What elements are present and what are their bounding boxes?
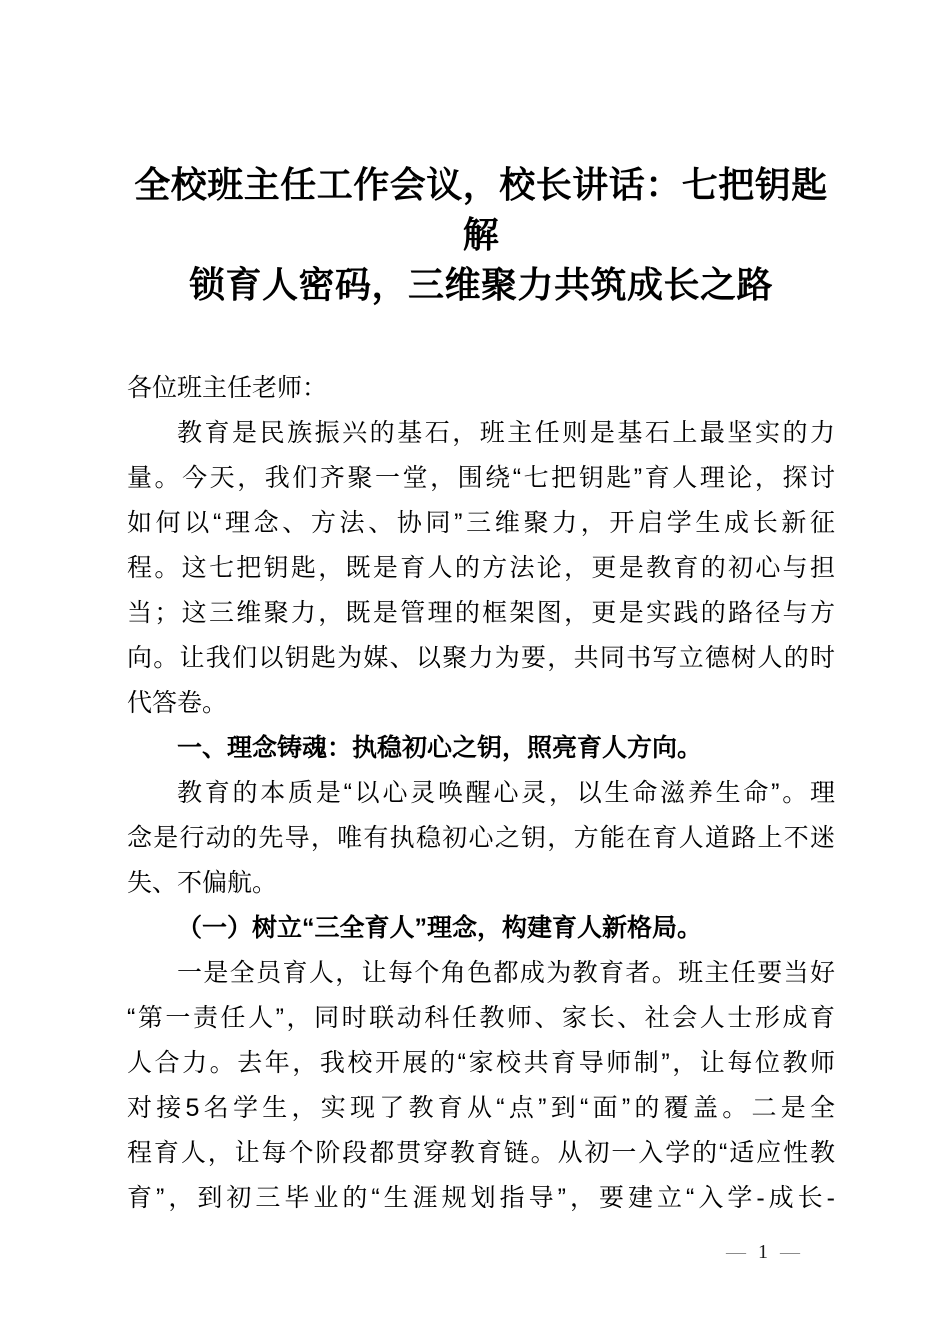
body-line: 失、不偏航。 (127, 869, 278, 897)
body-line: 程育人，让每个阶段都贯穿教育链。从初一入学的“适应性教 (127, 1139, 835, 1167)
document-title-line-1: 全校班主任工作会议，校长讲话：七把钥匙解 (134, 164, 828, 255)
document-title (127, 160, 835, 310)
body-line: 念是行动的先导，唯有执稳初心之钥，方能在育人道路上不迷 (127, 824, 835, 852)
body-line: 对接5名学生，实现了教育从“点”到“面”的覆盖。二是全 (127, 1094, 835, 1122)
body-line: 程。这七把钥匙，既是育人的方法论，更是教育的初心与担 (127, 554, 835, 582)
body-line: “第一责任人”，同时联动科任教师、家长、社会人士形成育 (127, 1004, 835, 1032)
body-line: 当；这三维聚力，既是管理的框架图，更是实践的路径与方 (127, 599, 835, 627)
body-line: 量。今天，我们齐聚一堂，围绕“七把钥匙”育人理论，探讨 (127, 464, 835, 492)
section-heading: 一、理念铸魂：执稳初心之钥，照亮育人方向。 (177, 734, 703, 762)
subsection-heading: （一）树立“三全育人”理念，构建育人新格局。 (177, 914, 703, 942)
document-body (127, 366, 835, 1221)
page-footer (726, 1241, 800, 1263)
body-line: 代答卷。 (127, 689, 228, 717)
body-line: 向。让我们以钥匙为媒、以聚力为要，共同书写立德树人的时 (127, 644, 835, 672)
body-line: 育”，到初三毕业的“生涯规划指导”，要建立“入学-成长- (127, 1184, 835, 1212)
page-number: 1 (758, 1241, 768, 1263)
greeting-line: 各位班主任老师： (127, 374, 328, 402)
body-line: 教育的本质是“以心灵唤醒心灵，以生命滋养生命”。理 (177, 779, 835, 807)
body-line: 如何以“理念、方法、协同”三维聚力，开启学生成长新征 (127, 509, 835, 537)
footer-dash-left: — (726, 1241, 746, 1263)
body-line: 人合力。去年，我校开展的“家校共育导师制”，让每位教师 (127, 1049, 835, 1077)
body-line: 教育是民族振兴的基石，班主任则是基石上最坚实的力 (177, 419, 835, 447)
document-title-line-2: 锁育人密码，三维聚力共筑成长之路 (188, 264, 773, 305)
body-line: 一是全员育人，让每个角色都成为教育者。班主任要当好 (177, 959, 835, 987)
footer-dash-right: — (780, 1241, 800, 1263)
page-content (127, 0, 835, 1221)
